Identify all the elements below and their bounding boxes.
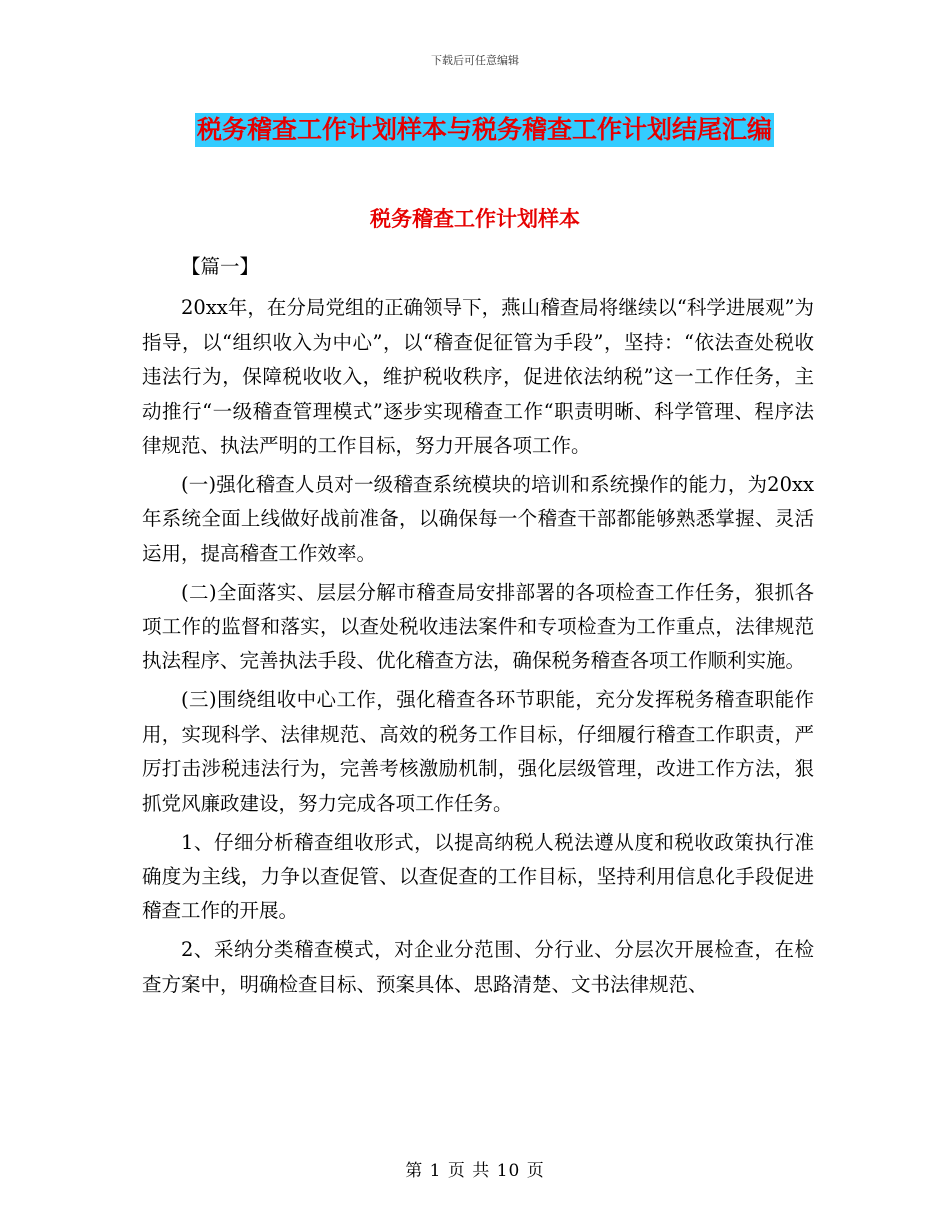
paragraph: (一)强化稽查人员对一级稽查系统模块的培训和系统操作的能力，为20xx年系统全面上线做好战前准备，以确保每一个稽查干部都能够熟悉掌握、灵活运用，提高稽查工作效率。 [142,472,814,565]
page-footer: 第 1 页 共 10 页 [405,1161,545,1181]
main-title: 税务稽查工作计划样本与税务稽查工作计划结尾汇编 [195,113,774,147]
paragraph: 2、采纳分类稽查模式，对企业分范围、分行业、分层次开展检查，在检查方案中，明确检查目标、预案具体、思路清楚、文书法律规范、 [142,938,814,996]
header-note: 下载后可任意编辑 [431,54,519,67]
paragraph: 1、仔细分析稽查组收形式，以提高纳税人税法遵从度和税收政策执行准确度为主线，力争以查促管、以查促查的工作目标，坚持利用信息化手段促进稽查工作的开展。 [142,830,814,923]
paragraph: 20xx年，在分局党组的正确领导下，燕山稽查局将继续以“科学进展观”为指导，以“组织收入为中心”，以“稽查促征管为手段”，坚持：“依法查处税收违法行为，保障税收收入，维护税收秩序，促进依法纳税”这一工作任务，主动推行“一级稽查管理模式”逐步实现稽查工作“职责明晰、科学管理、程序法律规范、执法严明的工作目标，努力开展各项工作。 [142,296,814,458]
sub-title: 税务稽查工作计划样本 [370,206,580,231]
paragraph: (二)全面落实、层层分解市稽查局安排部署的各项检查工作任务，狠抓各项工作的监督和落实，以查处税收违法案件和专项检查为工作重点，法律规范执法程序、完善执法手段、优化稽查方法，确保税务稽查各项工作顺利实施。 [142,580,814,673]
document-body [142,250,814,1002]
paragraph: (三)围绕组收中心工作，强化稽查各环节职能，充分发挥税务稽查职能作用，实现科学、法律规范、高效的税务工作目标，仔细履行稽查工作职责，严厉打击涉税违法行为，完善考核激励机制，强化层级管理，改进工作方法，狠抓党风廉政建设，努力完成各项工作任务。 [142,688,814,815]
section-label: 【篇一】 [181,255,260,278]
